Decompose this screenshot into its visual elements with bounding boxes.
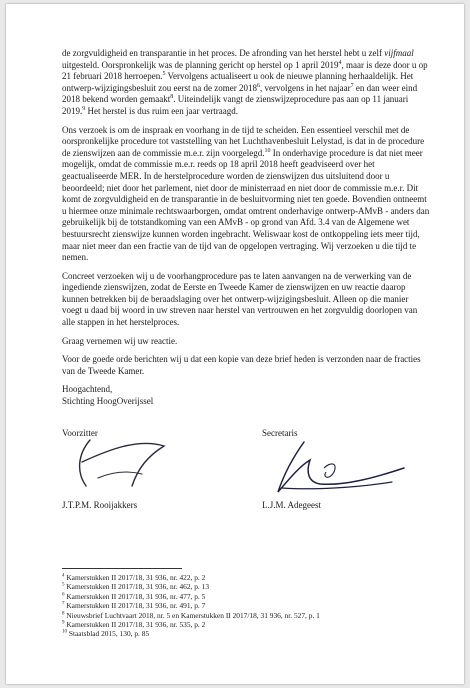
footnote-item: $^7$ Kamerstukken II 2017/18, 31 936, nr. 491, p. 7 (62, 601, 206, 611)
footnote-item: $^8$ Nieuwsbrief Luchtvaart 2018, nr. 5 en Kamerstukken II 2017/18, 31 936, nr. 527, p. 1 (62, 610, 320, 620)
secretary-signature-icon (264, 438, 414, 500)
closing-greeting: Hoogachtend, (62, 384, 113, 395)
paragraph-reactie: Graag vernemen wij uw reactie. (62, 335, 178, 346)
footnote-ref-9: 9 (82, 105, 86, 112)
footnote-item: $^{10}$ Staatsblad 2015, 130, p. 85 (62, 629, 150, 639)
letter-page (6, 4, 464, 684)
paragraph-concreet: Concreet verzoeken wij u de voorhangprocedure pas te laten aanvangen na de verwerking van de ingediende zienswijzen, zodat de Eerste en Tweede Kamer de zienswijzen en uw reactie daarop kunnen betrekken bij de beraadslaging over het ontwerp-wijzigingsbesluit. Alleen op die manier voegt u daad bij woord in uw streven naar herstel van vertrouwen en het zorgvuldig doorlopen van alle stappen in het herstelproces. (62, 270, 418, 328)
footnote-ref-10: 10 (264, 147, 271, 154)
chair-signature-icon (68, 432, 188, 494)
footnote-item: $^9$ Kamerstukken II 2017/18, 31 936, nr. 535, p. 2 (62, 620, 206, 630)
chair-role: Voorzitter (62, 427, 98, 438)
signature-row (62, 412, 430, 512)
footnote-divider (62, 568, 182, 569)
secretary-name: L.J.M. Adegeest (262, 499, 321, 510)
footnote-item: $^6$ Kamerstukken II 2017/18, 31 936, nr. 477, p. 5 (62, 591, 206, 601)
emphasis-vijfmaal: vijfmaal (384, 48, 414, 58)
chair-name: J.T.P.M. Rooijakkers (62, 499, 138, 510)
closing-block (62, 384, 430, 407)
letter-body (62, 48, 430, 512)
footnote-item: $^4$ Kamerstukken II 2017/18, 31 936, nr. 422, p. 2 (62, 573, 206, 582)
organization-name: Stichting HoogOverijssel (62, 396, 154, 407)
footnote-ref-4: 4 (338, 59, 342, 66)
footnote-ref-6: 6 (256, 82, 260, 89)
paragraph-kopie: Voor de goede orde berichten wij u dat een kopie van deze brief heden is verzonden naar de fracties van de Tweede Kamer. (62, 354, 421, 376)
signature-block-secretary (262, 427, 432, 510)
footnotes (62, 568, 422, 639)
footnote-item: $^5$ Kamerstukken II 2017/18, 31 936, nr. 462, p. 13 (62, 582, 210, 592)
signature-block-chair (62, 427, 222, 510)
footnote-ref-5: 5 (162, 71, 166, 78)
footnote-ref-8: 8 (170, 94, 174, 101)
footnote-ref-7: 7 (350, 82, 354, 89)
paragraph-planning: de zorgvuldigheid en transparantie in het proces. De afronding van het herstel hebt u zelf vijfmaal uitgesteld. Oorspronkelijk was de planning gericht op herstel op 1 april 2019$^4$, maar is deze door u op 21 februari 2018 herroepen.$^5$ Vervolgens actualiseert u ook de nieuwe planning herhaaldelijk. Het ontwerp-wijzigingsbesluit zou eerst na de zomer 2018$^6$, vervolgens in het najaar$^7$ en dan weer eind 2018 bekend worden gemaakt$^8$. Uiteindelijk vangt de zienswijzeprocedure pas aan op 11 januari 2019.$^9$ Het herstel is dus ruim een jaar vertraagd. (62, 48, 428, 116)
secretary-role: Secretaris (262, 427, 298, 438)
paragraph-verzoek: Ons verzoek is om de inspraak en voorhang in de tijd te scheiden. Een essentieel verschil met de oorspronkelijke procedure tot vaststelling van het Luchthavenbesluit Lelystad, is dat in de procedure de zienswijzen aan de commissie m.e.r. zijn voorgelegd.$^{10}$ In onderhavige procedure is dat niet meer mogelijk, omdat de commissie m.e.r. reeds op 18 april 2018 heeft geadviseerd over het geactualiseerde MER. In de herstelprocedure worden de zienswijzen dus uitsluitend door u beoordeeld; niet door het parlement, niet door de ministerraad en niet door de commissie m.e.r. Dit komt de zorgvuldigheid en de transparantie in de besluitvorming niet ten goede. Bovendien ontneemt u hiermee onze minimale rechtswaarborgen, omdat omtrent onderhavige ontwerp-AMvB - anders dan gebruikelijk bij de totstandkoming van een AMvB - op grond van Afd. 3.4 van de Algemene wet bestuursrecht zienswijze kunnen worden ingebracht. Weliswaar kost de ontkoppeling iets meer tijd, maar niet meer dan een fractie van de tijd van de opgelopen vertraging. Wij verzoeken u die tijd te nemen. (62, 124, 430, 263)
